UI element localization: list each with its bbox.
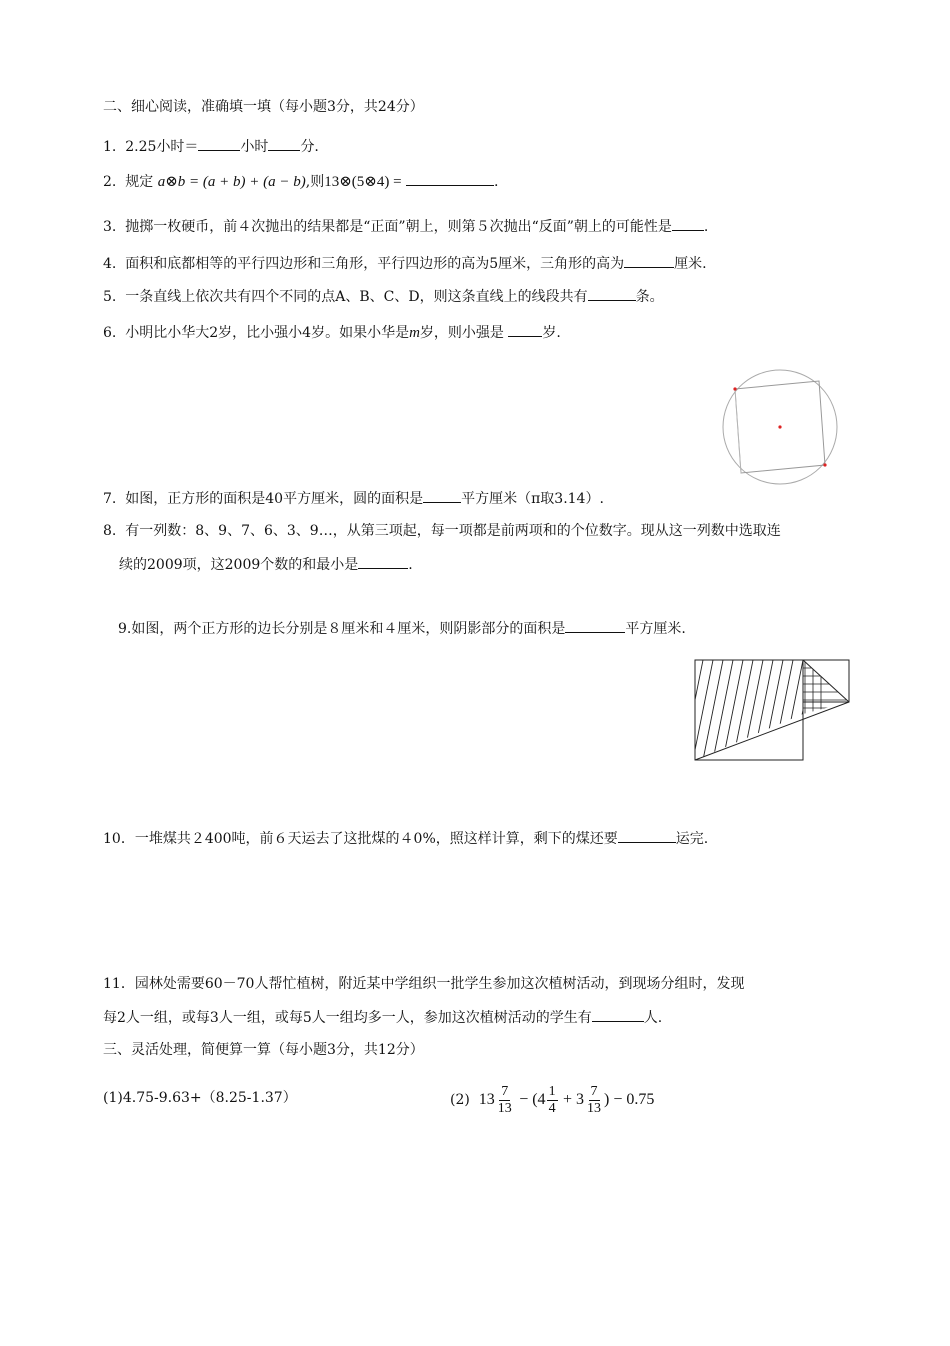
question-7 bbox=[103, 488, 604, 509]
question-5 bbox=[103, 286, 664, 307]
q3-text: 抛掷一枚硬币，前４次抛出的结果都是“正面”朝上，则第５次抛出“反面”朝上的可能性是 bbox=[125, 219, 672, 235]
q2-expression: 13⊗(5⊗4) = bbox=[324, 174, 402, 190]
question-8-line-1 bbox=[103, 521, 781, 541]
p2-den-3: 13 bbox=[587, 1100, 602, 1116]
center-point bbox=[778, 425, 781, 428]
q4-end: 厘米. bbox=[674, 256, 707, 272]
question-2 bbox=[103, 171, 498, 192]
q9-text: 9.如图，两个正方形的边长分别是８厘米和４厘米，则阴影部分的面积是 bbox=[118, 621, 566, 637]
q6-end: 岁. bbox=[542, 325, 561, 341]
p2-fraction-2 bbox=[547, 1084, 558, 1117]
p2-tail: ) − 0.75 bbox=[604, 1091, 655, 1108]
q10-text: 10．一堆煤共２400吨，前６天运去了这批煤的４0%，照这样计算，剩下的煤还要 bbox=[103, 831, 618, 847]
problem-2 bbox=[450, 1082, 654, 1118]
question-10 bbox=[103, 828, 708, 849]
q7-text: 如图，正方形的面积是40平方厘米，圆的面积是 bbox=[125, 491, 424, 507]
q6-number: 6. bbox=[103, 325, 117, 341]
q4-number: 4. bbox=[103, 256, 117, 272]
q8-text-line-2: 续的2009项，这2009个数的和最小是 bbox=[119, 557, 359, 573]
question-1 bbox=[103, 136, 319, 157]
q11-text-line-1: 11．园林处需要60－70人帮忙植树，附近某中学组织一批学生参加这次植树活动，到现场分组时，发现 bbox=[103, 976, 745, 992]
q11-blank[interactable] bbox=[592, 1007, 644, 1022]
q11-text-line-2: 每2人一组，或每3人一组，或每5人一组均多一人，参加这次植树活动的学生有 bbox=[103, 1010, 592, 1026]
p2-den-2: 4 bbox=[548, 1100, 556, 1116]
q11-end: 人. bbox=[643, 1010, 663, 1026]
q1-text-b: 小时 bbox=[240, 139, 269, 155]
q2-text-a: 规定 bbox=[125, 174, 154, 190]
q7-blank[interactable] bbox=[423, 488, 461, 503]
two-squares-shaded-figure bbox=[693, 656, 853, 762]
q4-blank[interactable] bbox=[624, 253, 674, 268]
question-3 bbox=[103, 216, 708, 237]
circle-square-figure bbox=[718, 367, 848, 485]
q2-text-c: . bbox=[494, 174, 499, 190]
small-square-diagonal bbox=[803, 660, 849, 702]
q2-formula: a⊗b = (a + b) + (a − b) bbox=[157, 174, 306, 190]
q4-text: 面积和底都相等的平行四边形和三角形，平行四边形的高为5厘米，三角形的高为 bbox=[125, 256, 625, 272]
q1-blank-hours[interactable] bbox=[198, 136, 240, 151]
p2-den-1: 13 bbox=[497, 1100, 512, 1116]
diagonal-line bbox=[695, 702, 849, 760]
p2-plus: + 3 bbox=[563, 1091, 585, 1108]
p2-fraction-1 bbox=[496, 1084, 514, 1117]
large-square bbox=[695, 660, 803, 760]
question-9 bbox=[118, 618, 686, 639]
q5-number: 5. bbox=[103, 289, 117, 305]
q3-blank[interactable] bbox=[672, 216, 704, 231]
question-11-line-1 bbox=[103, 974, 744, 994]
q8-blank[interactable] bbox=[358, 554, 408, 569]
p2-fraction-3 bbox=[585, 1084, 603, 1117]
q8-end: . bbox=[408, 557, 413, 573]
q7-end: 平方厘米（π取3.14）. bbox=[461, 491, 604, 507]
q2-blank[interactable] bbox=[406, 171, 494, 186]
p2-num-3: 7 bbox=[590, 1083, 598, 1099]
section2-title: 二、细心阅读，准确填一填（每小题3分，共24分） bbox=[103, 99, 424, 115]
vertex-point-bottom bbox=[823, 463, 826, 466]
q1-number: 1. bbox=[103, 139, 117, 155]
q9-end: 平方厘米. bbox=[625, 621, 686, 637]
question-6 bbox=[103, 322, 561, 343]
q2-text-b: ,则 bbox=[305, 174, 325, 190]
q6-variable: m bbox=[409, 325, 420, 341]
q10-blank[interactable] bbox=[618, 828, 676, 843]
question-11-line-2 bbox=[103, 1007, 662, 1028]
q6-text-a: 小明比小华大2岁，比小强小4岁。如果小华是 bbox=[125, 325, 410, 341]
q5-text: 一条直线上依次共有四个不同的点A、B、C、D，则这条直线上的线段共有 bbox=[125, 289, 588, 305]
question-4 bbox=[103, 253, 707, 274]
q3-end: . bbox=[703, 219, 709, 235]
q6-blank[interactable] bbox=[508, 322, 542, 337]
q1-text-a: 2.25小时＝ bbox=[125, 139, 199, 155]
p2-num-1: 7 bbox=[501, 1083, 509, 1099]
q7-number: 7. bbox=[103, 491, 117, 507]
p2-num-2: 1 bbox=[548, 1083, 556, 1099]
problem-1: (1)4.75-9.63+（8.25-1.37） bbox=[103, 1090, 297, 1106]
p2-label: (2) bbox=[450, 1092, 470, 1108]
section3-title: 三、灵活处理，简便算一算（每小题3分，共12分） bbox=[103, 1042, 424, 1058]
q9-blank[interactable] bbox=[565, 618, 625, 633]
q1-blank-minutes[interactable] bbox=[268, 136, 300, 151]
vertex-point-top bbox=[733, 387, 736, 390]
question-8-line-2 bbox=[119, 554, 413, 575]
p2-mid: − (4 bbox=[519, 1091, 546, 1108]
square-inner-edge bbox=[735, 389, 741, 473]
q2-number: 2. bbox=[103, 174, 117, 190]
q8-text-line-1: 有一列数：8、9、7、6、3、9…，从第三项起，每一项都是前两项和的个位数字。现从这一列数中选取连 bbox=[125, 523, 781, 539]
q5-end: 条。 bbox=[635, 289, 664, 305]
q1-text-c: 分. bbox=[300, 139, 319, 155]
q6-text-b: 岁，则小强是 bbox=[419, 325, 509, 341]
p2-whole-1: 13 bbox=[478, 1091, 495, 1108]
q5-blank[interactable] bbox=[588, 286, 636, 301]
q10-end: 运完. bbox=[675, 831, 709, 847]
q3-number: 3. bbox=[103, 219, 117, 235]
q8-number: 8. bbox=[103, 523, 117, 539]
